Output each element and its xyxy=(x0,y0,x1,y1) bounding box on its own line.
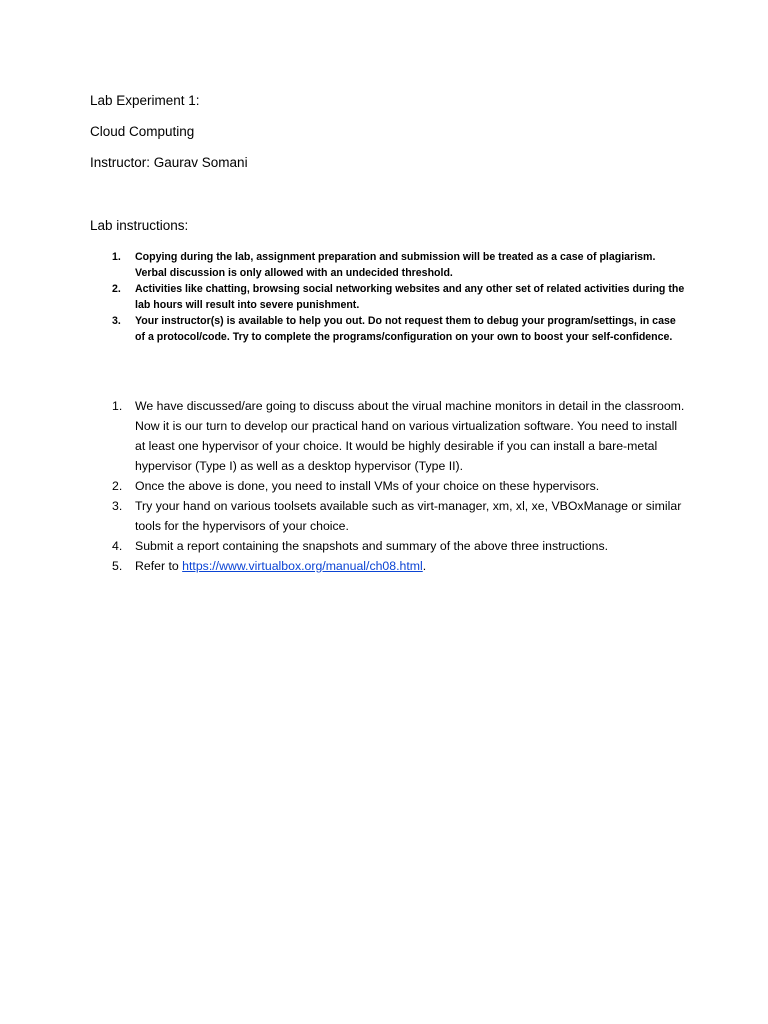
task-item xyxy=(108,396,688,476)
task-text-suffix: . xyxy=(422,559,427,573)
rules-list xyxy=(108,250,688,346)
task-number: 5. xyxy=(112,559,123,573)
instructor-name: Instructor: Gaurav Somani xyxy=(90,155,248,170)
instructions-heading: Lab instructions: xyxy=(90,218,189,233)
rule-number: 3. xyxy=(112,315,121,328)
task-item xyxy=(108,496,688,536)
rule-text: Copying during the lab, assignment preparation and submission will be treated as a case of plagiarism. Verbal discussion is only allowed with an undecided threshold. xyxy=(135,251,656,279)
task-number: 2. xyxy=(112,479,123,493)
task-text: Once the above is done, you need to install VMs of your choice on these hypervisors. xyxy=(135,479,600,493)
rule-text: Activities like chatting, browsing social networking websites and any other set of related activities during the lab hours will result into severe punishment. xyxy=(135,283,685,311)
task-item xyxy=(108,536,688,556)
task-item xyxy=(108,476,688,496)
tasks-list xyxy=(108,396,688,576)
course-name: Cloud Computing xyxy=(90,124,195,139)
task-text-prefix: Refer to xyxy=(135,559,183,573)
rule-item xyxy=(108,282,688,313)
rule-number: 2. xyxy=(112,283,121,296)
task-number: 3. xyxy=(112,499,123,513)
rule-item xyxy=(108,314,688,345)
lab-title: Lab Experiment 1: xyxy=(90,93,200,108)
rule-text: Your instructor(s) is available to help you out. Do not request them to debug your program/settings, in case of a protocol/code. Try to complete the programs/configuration on your own to boost your self-confidence. xyxy=(135,315,676,343)
rule-number: 1. xyxy=(112,251,121,263)
task-text: We have discussed/are going to discuss about the virual machine monitors in detail in the classroom. Now it is our turn to develop our practical hand on various virtualization software. You need to install at least one hypervisor of your choice. It would be highly desirable if you can install a bare-metal hypervisor (Type I) as well as a desktop hypervisor (Type II). xyxy=(135,399,685,473)
task-item xyxy=(108,556,688,576)
virtualbox-manual-link[interactable]: https://www.virtualbox.org/manual/ch08.html xyxy=(182,559,423,573)
task-number: 1. xyxy=(112,399,123,413)
task-number: 4. xyxy=(112,539,123,553)
task-text: Try your hand on various toolsets available such as virt-manager, xm, xl, xe, VBOxManage or similar tools for the hypervisors of your choice. xyxy=(135,499,682,533)
rule-item xyxy=(108,250,688,281)
task-text: Submit a report containing the snapshots and summary of the above three instructions. xyxy=(135,539,609,553)
